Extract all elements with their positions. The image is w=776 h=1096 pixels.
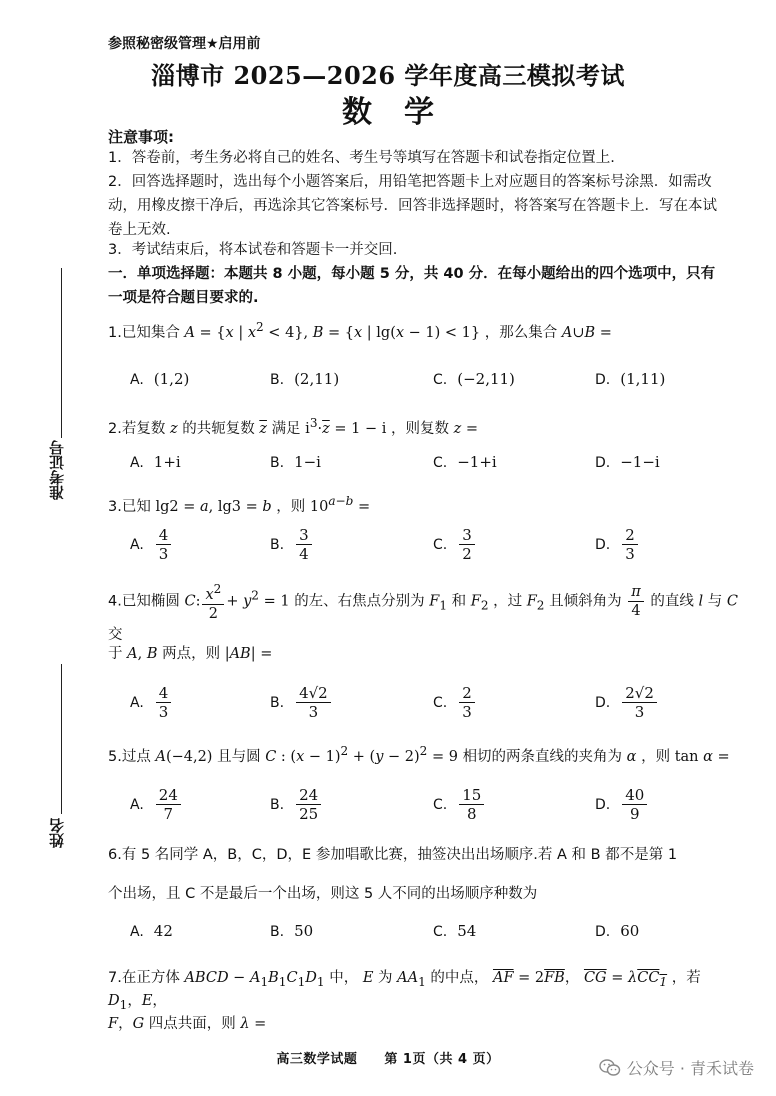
q3-option-c[interactable]: C. $\frac{3}{2}$ <box>433 526 477 563</box>
name-line <box>61 664 62 814</box>
q4-option-c[interactable]: C. $\frac{2}{3}$ <box>433 684 477 721</box>
name-label: 姓名 <box>48 818 66 848</box>
q2-option-b[interactable]: B. 1−i <box>270 453 321 471</box>
page-title: 淄博市 2025—2026 学年度高三模拟考试 <box>151 61 625 90</box>
q4-option-d[interactable]: D. $\frac{2√2}{3}$ <box>595 684 659 721</box>
watermark <box>599 1056 754 1079</box>
q4-option-a[interactable]: A. $\frac{4}{3}$ <box>130 684 173 721</box>
exam-id-label: 准考证号 <box>48 440 66 500</box>
question-7-stem: 7.在正方体 ABCD − $A_1B_1C_1D_1$ 中， E 为 $AA_1$ 的中点， $\overline{AF} = 2\overline{FB}$， $\overline{CG} = \lambda CC_1$ ，若 $D_1$，E， <box>108 970 701 1012</box>
q5-option-b[interactable]: B. $\frac{24}{25}$ <box>270 786 323 823</box>
q2-option-d[interactable]: D. −1−i <box>595 453 660 471</box>
q3-option-d[interactable]: D. $\frac{2}{3}$ <box>595 526 640 563</box>
secret-label: 参照秘密级管理★启用前 <box>108 36 261 52</box>
question-5-stem: 5.过点 A(−4,2) 且与圆 C : $(x - 1)^2 + (y - 2)^2 = 9$ 相切的两条直线的夹角为 α ，则 tan α = <box>108 744 730 765</box>
notice-item-1: 1．答卷前，考生务必将自己的姓名、考生号等填写在答题卡和试卷指定位置上. <box>108 150 615 166</box>
question-4-stem: 4.已知椭圆 C: $\frac{x^2}{2}$ + $y^2 = 1$ 的左、右焦点分别为 $F_1$ 和 $F_2$ ，过 $F_2$ 且倾斜角为 $\frac{\pi}{4}$ 的直线 l 与 C 交 <box>108 582 738 643</box>
subject-title: 数学 <box>342 95 466 130</box>
question-7-line2: F，G 四点共面，则 λ = <box>108 1016 267 1032</box>
q1-option-b[interactable]: B. (2,11) <box>270 370 340 388</box>
q6-option-c[interactable]: C. 54 <box>433 922 477 940</box>
q1-option-c[interactable]: C. (−2,11) <box>433 370 515 388</box>
exam-id-line <box>61 268 62 438</box>
notice-item-2: 2．回答选择题时，选出每个小题答案后，用铅笔把答题卡上对应题目的答案标号涂黑．如需改动，用橡皮擦干净后，再选涂其它答案标号．回答非选择题时，将答案写在答题卡上．写在本试卷上无效. <box>108 174 717 238</box>
q5-option-a[interactable]: A. $\frac{24}{7}$ <box>130 786 183 823</box>
section-heading: 一．单项选择题：本题共 8 小题，每小题 5 分，共 40 分．在每小题给出的四个选项中，只有一项是符合题目要求的. <box>108 266 716 306</box>
q2-option-c[interactable]: C. −1+i <box>433 453 497 471</box>
q1-option-a[interactable]: A. (1,2) <box>130 370 190 388</box>
question-6-line1: 6.有 5 名同学 A，B，C，D，E 参加唱歌比赛，抽签决出出场顺序.若 A 和 B 都不是第 1 <box>108 847 678 863</box>
question-6-line2: 个出场，且 C 不是最后一个出场，则这 5 人不同的出场顺序种数为 <box>108 886 538 902</box>
watermark-text: 公众号 · 青禾试卷 <box>626 1059 754 1078</box>
q6-option-b[interactable]: B. 50 <box>270 922 314 940</box>
q2-option-a[interactable]: A. 1+i <box>130 453 181 471</box>
notice-item-3: 3．考试结束后，将本试卷和答题卡一并交回. <box>108 242 398 258</box>
question-1-stem: 1.已知集合 A = {x | $x^2 < 4$}, B = {x | lg(x − 1) < 1} ，那么集合 A∪B = <box>108 320 612 341</box>
question-3-stem: 3.已知 lg2 = a, lg3 = b ，则 $10^{a-b}$ = <box>108 494 371 515</box>
q5-option-c[interactable]: C. $\frac{15}{8}$ <box>433 786 486 823</box>
q6-option-a[interactable]: A. 42 <box>130 922 173 940</box>
notice-title: 注意事项: <box>108 128 174 146</box>
q6-option-d[interactable]: D. 60 <box>595 922 640 940</box>
q4-option-b[interactable]: B. $\frac{4√2}{3}$ <box>270 684 333 721</box>
q3-option-a[interactable]: A. $\frac{4}{3}$ <box>130 526 173 563</box>
page-footer: 高三数学试题 第 1页（共 4 页） <box>276 1052 500 1067</box>
question-4-stem-line2: 于 A, B 两点，则 |AB| = <box>108 646 273 662</box>
q3-option-b[interactable]: B. $\frac{3}{4}$ <box>270 526 314 563</box>
wechat-icon <box>599 1059 621 1077</box>
q5-option-d[interactable]: D. $\frac{40}{9}$ <box>595 786 649 823</box>
question-2-stem: 2.若复数 z 的共轭复数 $\overline{z}$ 满足 $i^3\cdot\overline{z} = 1 - i$ ，则复数 z = <box>108 416 478 437</box>
q1-option-d[interactable]: D. (1,11) <box>595 370 666 388</box>
